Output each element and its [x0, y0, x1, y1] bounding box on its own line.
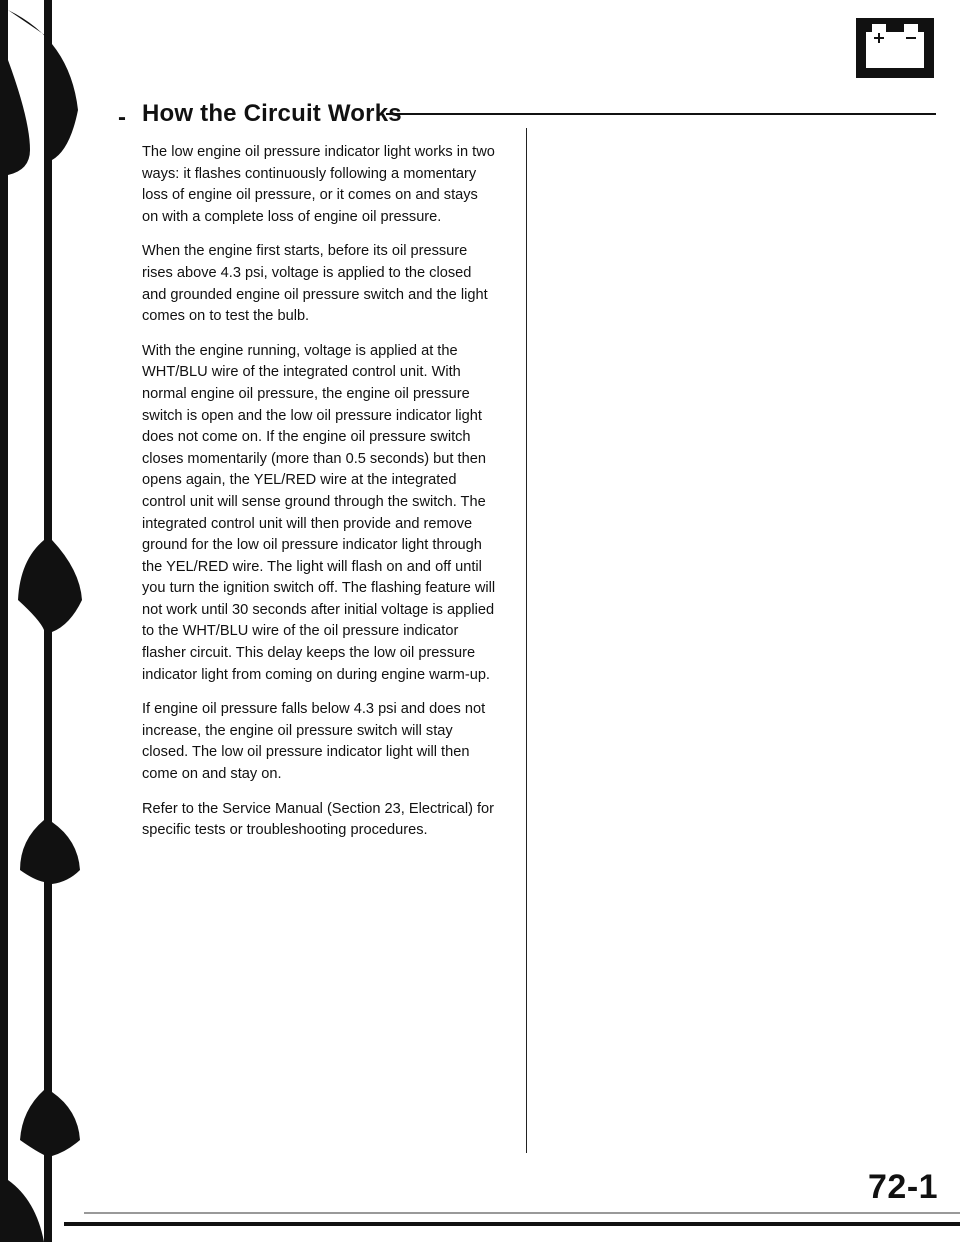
body-text [142, 142, 498, 855]
battery-icon [856, 18, 934, 78]
paragraph: Refer to the Service Manual (Section 23, Electrical) for specific tests or troubleshooting procedures. [142, 800, 495, 839]
binding-strip [0, 0, 90, 1242]
section-title: How the Circuit Works [142, 100, 402, 127]
bottom-rule [64, 1222, 960, 1226]
section-heading [118, 100, 938, 134]
page-number: 72-1 [868, 1168, 939, 1206]
heading-dash: - [118, 104, 126, 131]
bottom-rule-thin [84, 1212, 960, 1214]
column-divider [526, 128, 527, 1153]
heading-rule [386, 113, 936, 115]
paragraph: With the engine running, voltage is applied at the WHT/BLU wire of the integrated control unit. With normal engine oil pressure, the engine oil pressure switch is open and the low oil pressure indicator light does not come on. If the engine oil pressure switch closes momentarily (more than 0.5 seconds) but then opens again, the YEL/RED wire at the integrated control unit will sense ground through the switch. The integrated control unit will then provide and remove ground for the low oil pressure indicator light through the YEL/RED wire. The light will flash on and off until you turn the ignition switch off. The flashing feature will not work until 30 seconds after initial voltage is applied to the WHT/BLU wire of the oil pressure indicator flasher circuit. This delay keeps the low oil pressure indicator light from coming on during engine warm-up. [142, 342, 496, 683]
paragraph: The low engine oil pressure indicator light works in two ways: it flashes continuously following a momentary loss of engine oil pressure, or it comes on and stays on with a complete loss of engine oil pressure. [142, 144, 495, 225]
paragraph: If engine oil pressure falls below 4.3 psi and does not increase, the engine oil pressure switch will stay closed. The low oil pressure indicator light will then come on and stay on. [142, 701, 486, 783]
paragraph: When the engine first starts, before its oil pressure rises above 4.3 psi, voltage is applied to the closed and grounded engine oil pressure switch and the light comes on to test the bulb. [142, 243, 488, 325]
